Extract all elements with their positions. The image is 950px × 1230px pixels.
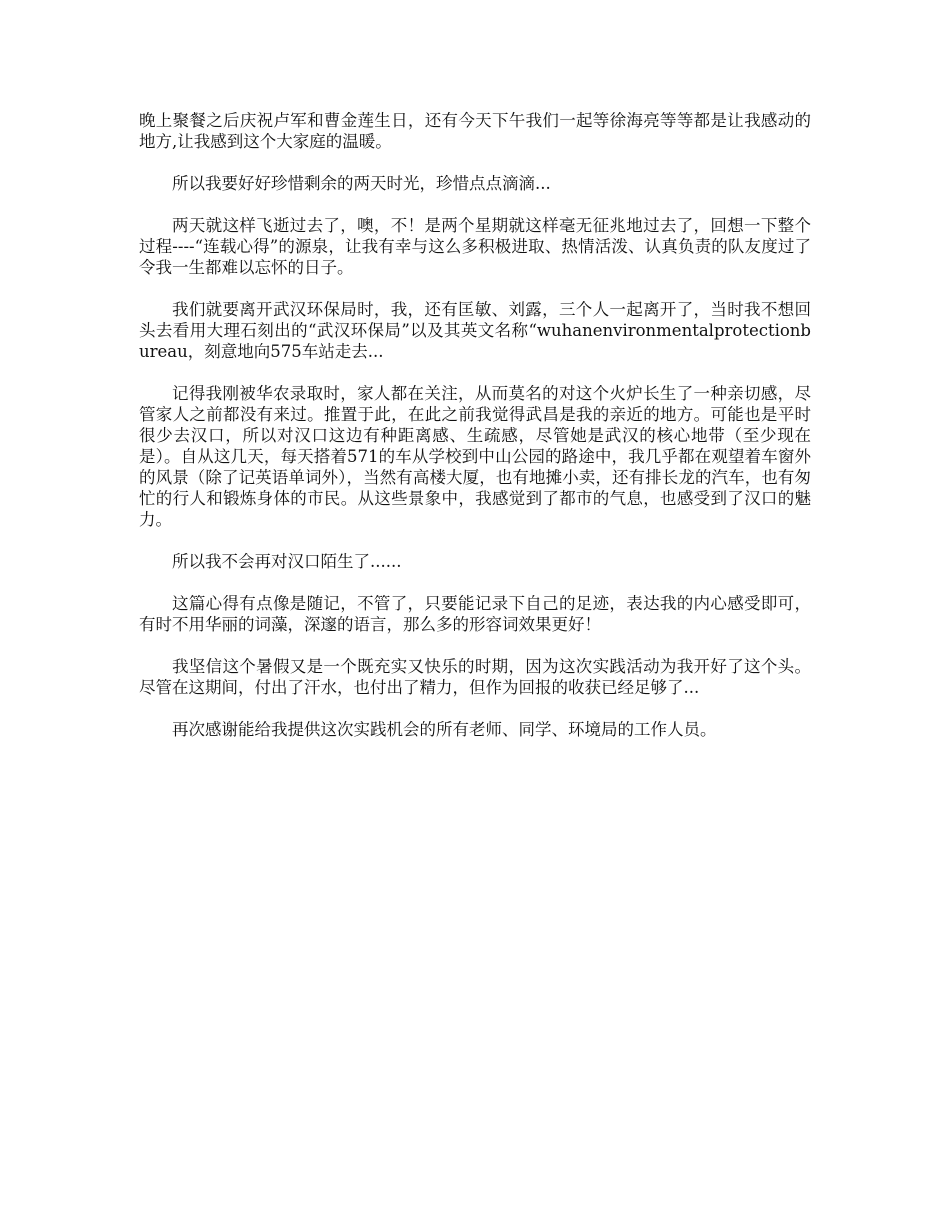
paragraph-3: 两天就这样飞逝过去了，噢，不！是两个星期就这样毫无征兆地过去了，回想一下整个过程----“连载心得”的源泉，让我有幸与这么多积极进取、热情活泼、认真负责的队友度过了令我一生都难以忘怀的日子。: [139, 216, 811, 277]
paragraph-6: 所以我不会再对汉口陌生了......: [172, 552, 402, 571]
paragraph-5: 记得我刚被华农录取时，家人都在关注，从而莫名的对这个火炉长生了一种亲切感，尽管家人之前都没有来过。推置于此，在此之前我觉得武昌是我的亲近的地方。可能也是平时很少去汉口，所以对汉口这边有种距离感、生疏感，尽管她是武汉的核心地带（至少现在是）。自从这几天，每天搭着571的车从学校到中山公园的路途中，我几乎都在观望着车窗外的风景（除了记英语单词外），当然有高楼大厦，也有地摊小卖，还有排长龙的汽车，也有匆忙的行人和锻炼身体的市民。从这些景象中，我感觉到了都市的气息，也感受到了汉口的魅力。: [139, 384, 811, 529]
paragraph-8: 我坚信这个暑假又是一个既充实又快乐的时期，因为这次实践活动为我开好了这个头。尽管在这期间，付出了汗水，也付出了精力，但作为回报的收获已经足够了...: [139, 657, 811, 697]
document-body: [139, 110, 811, 761]
paragraph-7: 这篇心得有点像是随记，不管了，只要能记录下自己的足迹，表达我的内心感受即可，有时不用华丽的词藻，深邃的语言，那么多的形容词效果更好！: [139, 594, 811, 634]
paragraph-1: 晚上聚餐之后庆祝卢军和曹金莲生日，还有今天下午我们一起等徐海亮等等都是让我感动的地方,让我感到这个大家庭的温暖。: [139, 111, 811, 151]
paragraph-2: 所以我要好好珍惜剩余的两天时光，珍惜点点滴滴...: [172, 174, 551, 193]
paragraph-9: 再次感谢能给我提供这次实践机会的所有老师、同学、环境局的工作人员。: [172, 720, 717, 739]
paragraph-4: 我们就要离开武汉环保局时，我，还有匡敏、刘露，三个人一起离开了，当时我不想回头去看用大理石刻出的“武汉环保局”以及其英文名称“wuhanenvironmentalprotectionbureau，刻意地向575车站走去...: [139, 300, 811, 361]
